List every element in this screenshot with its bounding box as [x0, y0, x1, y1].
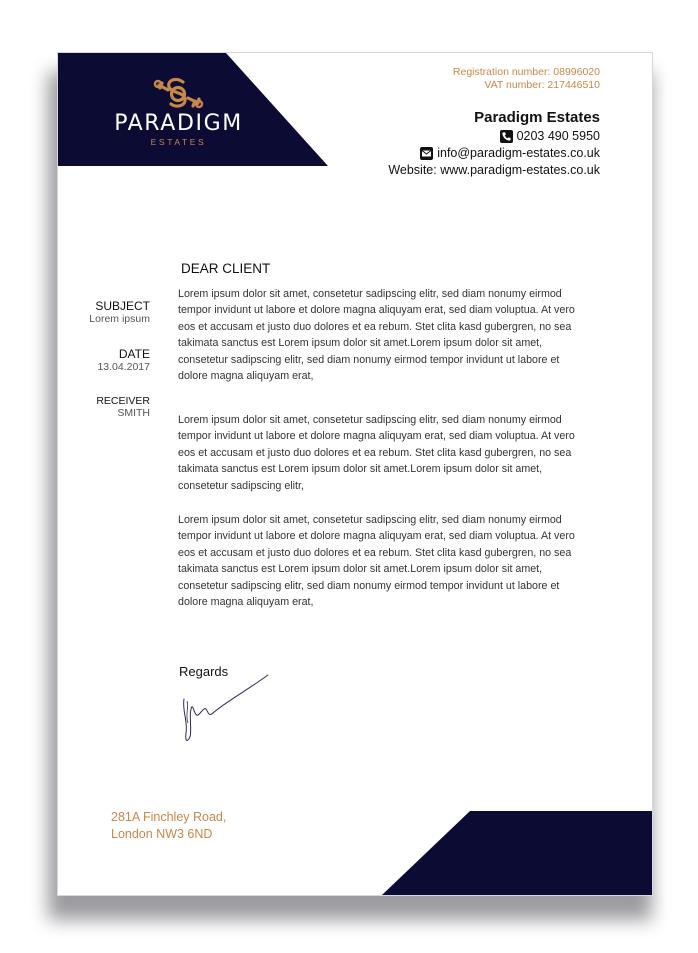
phone-icon	[500, 130, 513, 143]
letter-paragraph-1: Lorem ipsum dolor sit amet, consetetur sadipscing elitr, sed diam nonumy eirmod tempor invidunt ut labore et dolore magna aliquyam erat, sed diam voluptua. At vero eos et accusam et justo duo dolores et ea rebum. Stet clita kasd gubergren, no sea takimata sanctus est Lorem ipsum dolor sit amet.Lorem ipsum dolor sit amet, consetetur sadipscing elitr, sed diam nonumy eirmod tempor invidunt ut labore et dolore magna aliquyam erat,	[178, 288, 575, 383]
vat-number: VAT number: 217446510	[484, 79, 600, 91]
contact-email	[420, 146, 600, 160]
phone-number: 0203 490 5950	[516, 129, 600, 143]
letter-paragraph-2: Lorem ipsum dolor sit amet, consetetur sadipscing elitr, sed diam nonumy eirmod tempor invidunt ut labore et dolore magna aliquyam erat, sed diam voluptua. At vero eos et accusam et justo duo dolores et ea rebum. Stet clita kasd gubergren, no sea takimata sanctus est Lorem ipsum dolor sit amet.Lorem ipsum dolor sit amet, consetetur sadipscing elitr,	[178, 414, 575, 492]
logo-subtitle: ESTATES	[150, 137, 207, 147]
contact-website	[388, 163, 600, 177]
date-value: 13.04.2017	[97, 361, 150, 373]
meta-date	[97, 347, 150, 373]
registration-info	[453, 66, 600, 92]
key-monogram-icon	[152, 75, 204, 111]
signature	[176, 671, 276, 747]
email-address[interactable]: info@paradigm-estates.co.uk	[437, 146, 600, 160]
footer-corner-shape	[382, 811, 652, 895]
meta-subject	[89, 299, 150, 325]
registration-number: Registration number: 08996020	[452, 66, 600, 78]
footer-address	[111, 809, 226, 843]
date-label: DATE	[118, 347, 150, 361]
subject-value: Lorem ipsum	[89, 313, 150, 325]
company-logo	[106, 75, 251, 155]
letter-paragraph-3: Lorem ipsum dolor sit amet, consetetur sadipscing elitr, sed diam nonumy eirmod tempor invidunt ut labore et dolore magna aliquyam erat, sed diam voluptua. At vero eos et accusam et justo duo dolores et ea rebum. Stet clita kasd gubergren, no sea takimata sanctus est Lorem ipsum dolor sit amet.Lorem ipsum dolor sit amet, consetetur sadipscing elitr, sed diam nonumy eirmod tempor invidunt ut labore et dolore magna aliquyam erat,	[178, 514, 575, 609]
logo-wordmark: PARADIGM	[114, 111, 243, 136]
website-url[interactable]: Website: www.paradigm-estates.co.uk	[388, 163, 600, 177]
subject-label: SUBJECT	[95, 299, 150, 313]
letterhead-page	[57, 52, 653, 896]
receiver-value: SMITH	[117, 407, 150, 419]
envelope-icon	[420, 147, 433, 160]
letter-greeting: DEAR CLIENT	[181, 261, 271, 276]
receiver-label: RECEIVER	[96, 395, 150, 407]
address-line-1: 281A Finchley Road,	[111, 810, 227, 824]
meta-receiver	[96, 395, 150, 419]
contact-phone	[500, 129, 600, 143]
letter-closing: Regards	[179, 664, 229, 679]
company-name: Paradigm Estates	[474, 109, 600, 126]
address-line-2: London NW3 6ND	[111, 827, 213, 841]
